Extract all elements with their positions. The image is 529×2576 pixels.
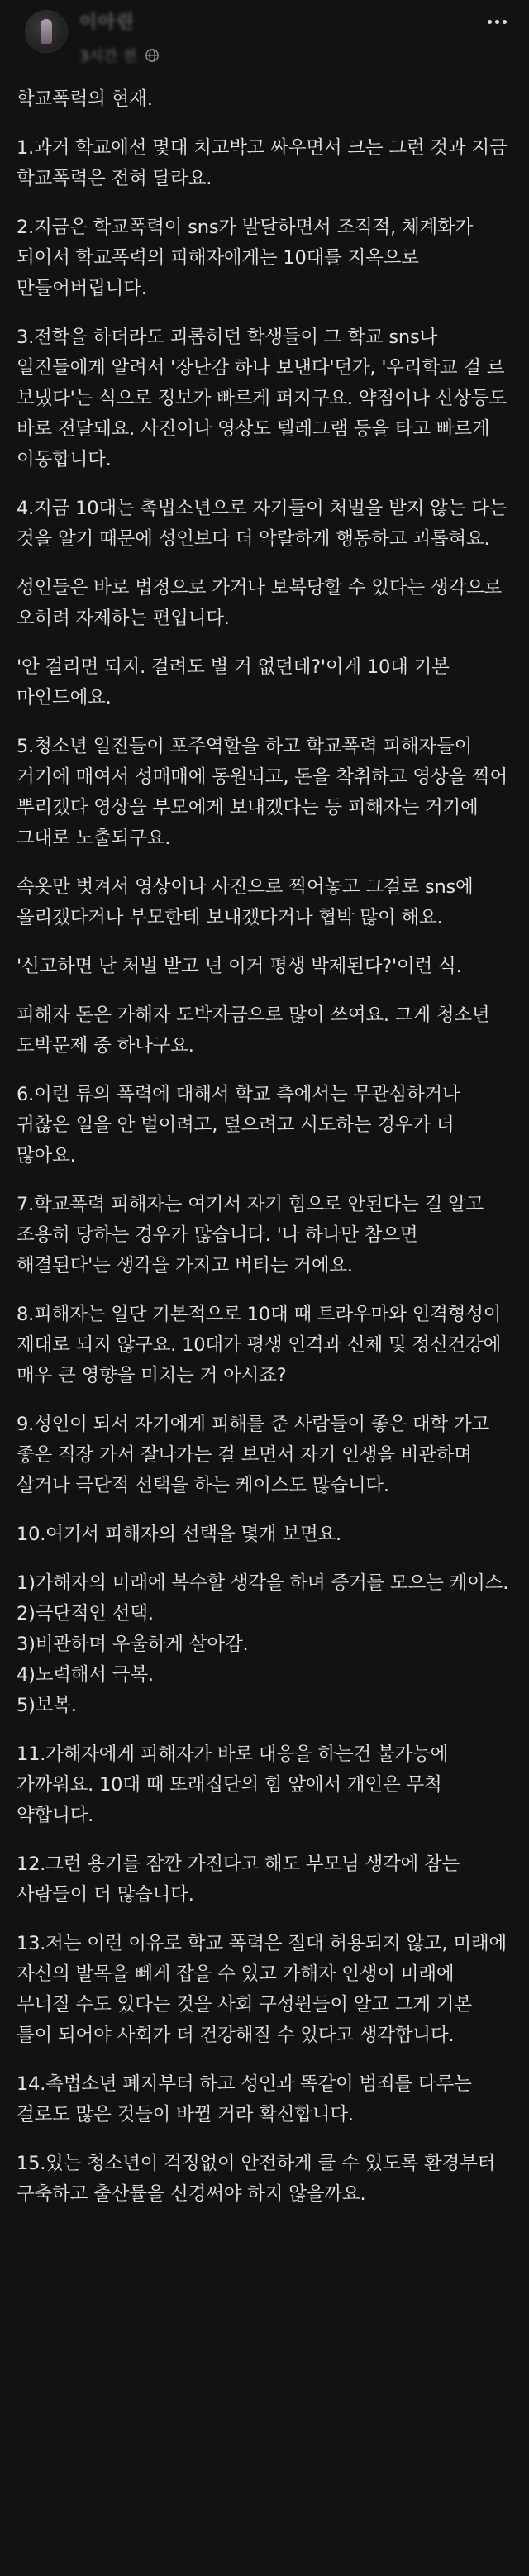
post-paragraph: 성인들은 바로 법정으로 가거나 보복당할 수 있다는 생각으로 오히려 자제하는 편입니다. bbox=[17, 577, 508, 629]
post-paragraph: 15.있는 청소년이 걱정없이 안전하게 클 수 있도록 환경부터 구축하고 출산률을 신경써야 하지 않을까요. bbox=[17, 2153, 502, 2205]
author-name[interactable]: 이아린 bbox=[79, 12, 135, 33]
post-paragraph: 12.그런 용기를 잠깐 가진다고 해도 부모님 생각에 참는 사람들이 더 많습니다. bbox=[17, 1853, 466, 1906]
post-paragraph: 13.저는 이런 이유로 학교 폭력은 절대 허용되지 않고, 미래에 자신의 발목을 뻬게 잡을 수 있고 가해자 인생이 미래에 무너질 수도 있다는 것을 사회 구성원들이 알고 그게 기본 틀이 되어야 사회가 더 건강해질 수 있다고 생각합니다. bbox=[17, 1933, 513, 2046]
post-paragraph: 9.성인이 되서 자기에게 피해를 준 사람들이 좋은 대학 가고 좋은 직장 가서 잘나가는 걸 보면서 자기 인생을 비관하며 살거나 극단적 선택을 하는 케이스도 많습니다. bbox=[17, 1414, 495, 1496]
post-body bbox=[17, 84, 512, 2228]
post-paragraph: 3.전학을 하더라도 괴롭히던 학생들이 그 학교 sns나 일진들에게 알려서 '장난감 하나 보낸다'던가, '우리학교 걸 르 보냈다'는 식으로 정보가 빠르게 퍼지구요. 약점이나 신상등도 바로 전달돼요. 사진이나 영상도 텔레그램 등을 타고 빠르게 이동합니다. bbox=[17, 327, 512, 470]
post-paragraph: 1)가해자의 미래에 복수할 생각을 하며 증거를 모으는 케이스. 2)극단적인 선택. 3)비관하며 우울하게 살아감. 4)노력해서 극복. 5)보복. bbox=[17, 1572, 509, 1716]
post-paragraph: 속옷만 벗겨서 영상이나 사진으로 찍어놓고 그걸로 sns에 올리겠다거나 부모한테 보내겠다거나 협박 많이 해요. bbox=[17, 876, 479, 928]
post-paragraph: 7.학교폭력 피해자는 여기서 자기 힘으로 안된다는 걸 알고 조용히 당하는 경우가 많습니다. '나 하나만 참으면 해결된다'는 생각을 가지고 버티는 거에요. bbox=[17, 1194, 489, 1276]
more-options-icon[interactable] bbox=[483, 13, 511, 30]
post-paragraph: 5.청소년 일진들이 포주역할을 하고 학교폭력 피해자들이 거기에 매여서 성매매에 동원되고, 돈을 착취하고 영상을 찍어 뿌리겠다 영상을 부모에게 보내겠다는 등 피해자는 거기에 그대로 노출되구요. bbox=[17, 736, 513, 849]
post-paragraph: 8.피해자는 일단 기본적으로 10대 때 트라우마와 인격형성이 제대로 되지 않구요. 10대가 평생 인격과 신체 및 정신건강에 매우 큰 영향을 미치는 거 아시죠? bbox=[17, 1304, 508, 1386]
post-meta bbox=[79, 45, 160, 65]
post-paragraph: 피해자 돈은 가해자 도박자금으로 많이 쓰여요. 그게 청소년 도박문제 중 하나구요. bbox=[17, 1004, 496, 1057]
avatar[interactable] bbox=[25, 10, 68, 53]
post-paragraph: 11.가해자에게 피해자가 바로 대응을 하는건 불가능에 가까워요. 10대 때 또래집단의 힘 앞에서 개인은 무척 약합니다. bbox=[17, 1744, 455, 1826]
globe-icon bbox=[145, 48, 160, 63]
post-paragraph: '신고하면 난 처벌 받고 넌 이거 평생 박제된다?'이런 식. bbox=[17, 956, 462, 977]
post-paragraph: 4.지금 10대는 촉법소년으로 자기들이 처벌을 받지 않는 다는 것을 알기 때문에 성인보다 더 악랄하게 행동하고 괴롭혀요. bbox=[17, 498, 513, 550]
post-time[interactable]: 3시간 전 bbox=[79, 48, 137, 65]
post-paragraph: 10.여기서 피해자의 선택을 몇개 보면요. bbox=[17, 1524, 341, 1545]
post-paragraph: 14.촉법소년 폐지부터 하고 성인과 똑같이 범죄를 다루는 걸로도 많은 것들이 바뀔 거라 확신합니다. bbox=[17, 2073, 478, 2125]
post-header bbox=[0, 0, 529, 83]
post-paragraph: 2.지금은 학교폭력이 sns가 발달하면서 조직적, 체계화가 되어서 학교폭력의 피해자에게는 10대를 지옥으로 만들어버립니다. bbox=[17, 217, 479, 299]
post-paragraph: 6.이런 류의 폭력에 대해서 학교 측에서는 무관심하거나 귀찮은 일을 안 벌이려고, 덮으려고 시도하는 경우가 더 많아요. bbox=[17, 1084, 466, 1166]
post-paragraph: 학교폭력의 현재. bbox=[17, 88, 153, 110]
post-paragraph: '안 걸리면 되지. 걸려도 별 거 없던데?'이게 10대 기본 마인드에요. bbox=[17, 656, 455, 708]
post-paragraph: 1.과거 학교에선 몇대 치고박고 싸우면서 크는 그런 것과 지금 학교폭력은 전혀 달라요. bbox=[17, 137, 513, 189]
